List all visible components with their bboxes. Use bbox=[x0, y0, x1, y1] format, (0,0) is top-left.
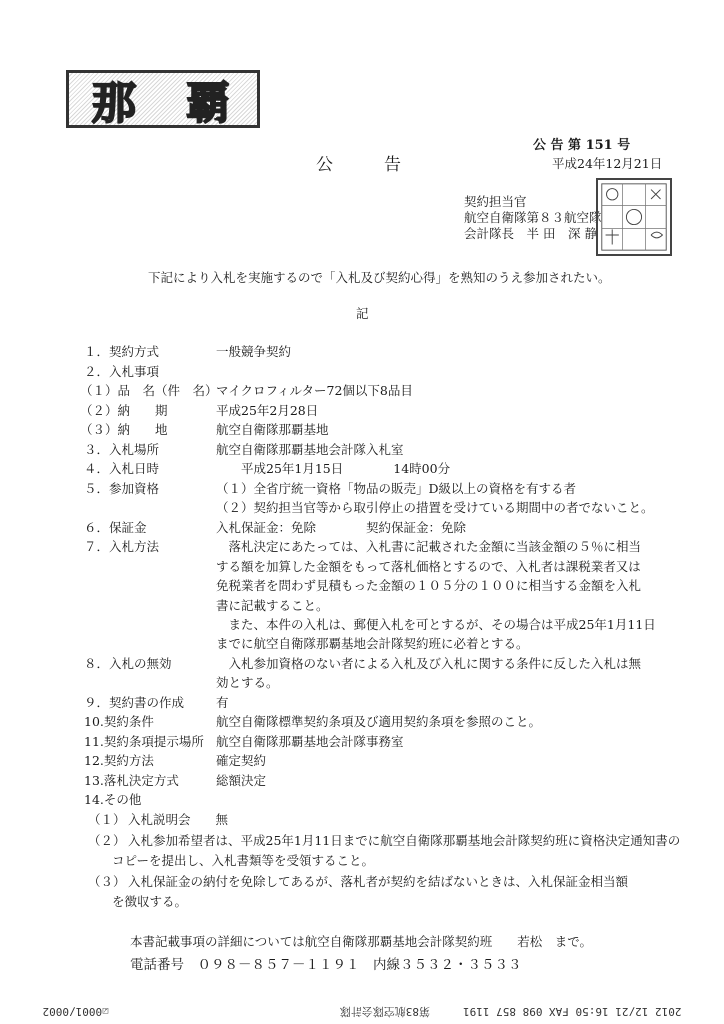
issuer-line-1: 契約担当官 bbox=[464, 194, 527, 209]
stamp-char-1: 那 bbox=[92, 78, 140, 129]
fax-footer: 2012 12/21 16:50 FAX 098 857 1191 第83航空隊会計隊 ☑0001/0002 bbox=[42, 1005, 682, 1018]
issuer-line-2: 航空自衛隊第８３航空隊 bbox=[464, 210, 602, 225]
intro-text: 下記により入札を実施するので「入札及び契約心得」を熟知のうえ参加されたい。 bbox=[148, 270, 611, 285]
page-title: 公 告 bbox=[316, 155, 401, 175]
naha-stamp bbox=[66, 70, 260, 128]
ki-heading: 記 bbox=[356, 306, 369, 321]
seal-graphic bbox=[598, 180, 670, 254]
contact-phone: 電話番号 ０９８－８５７－１１９１ 内線３５３２・３５３３ bbox=[130, 957, 522, 973]
notice-date: 平成24年12月21日 bbox=[552, 156, 663, 171]
stamp-char-2: 覇 bbox=[186, 78, 234, 129]
notice-number: 公 告 第 151 号 bbox=[533, 138, 631, 153]
contact-line-1: 本書記載事項の詳細については航空自衛隊那覇基地会計隊契約班 若松 まで。 bbox=[130, 934, 593, 949]
issuer-line-3: 会計隊長 半 田 深 静 bbox=[464, 226, 597, 241]
official-seal bbox=[596, 178, 672, 256]
